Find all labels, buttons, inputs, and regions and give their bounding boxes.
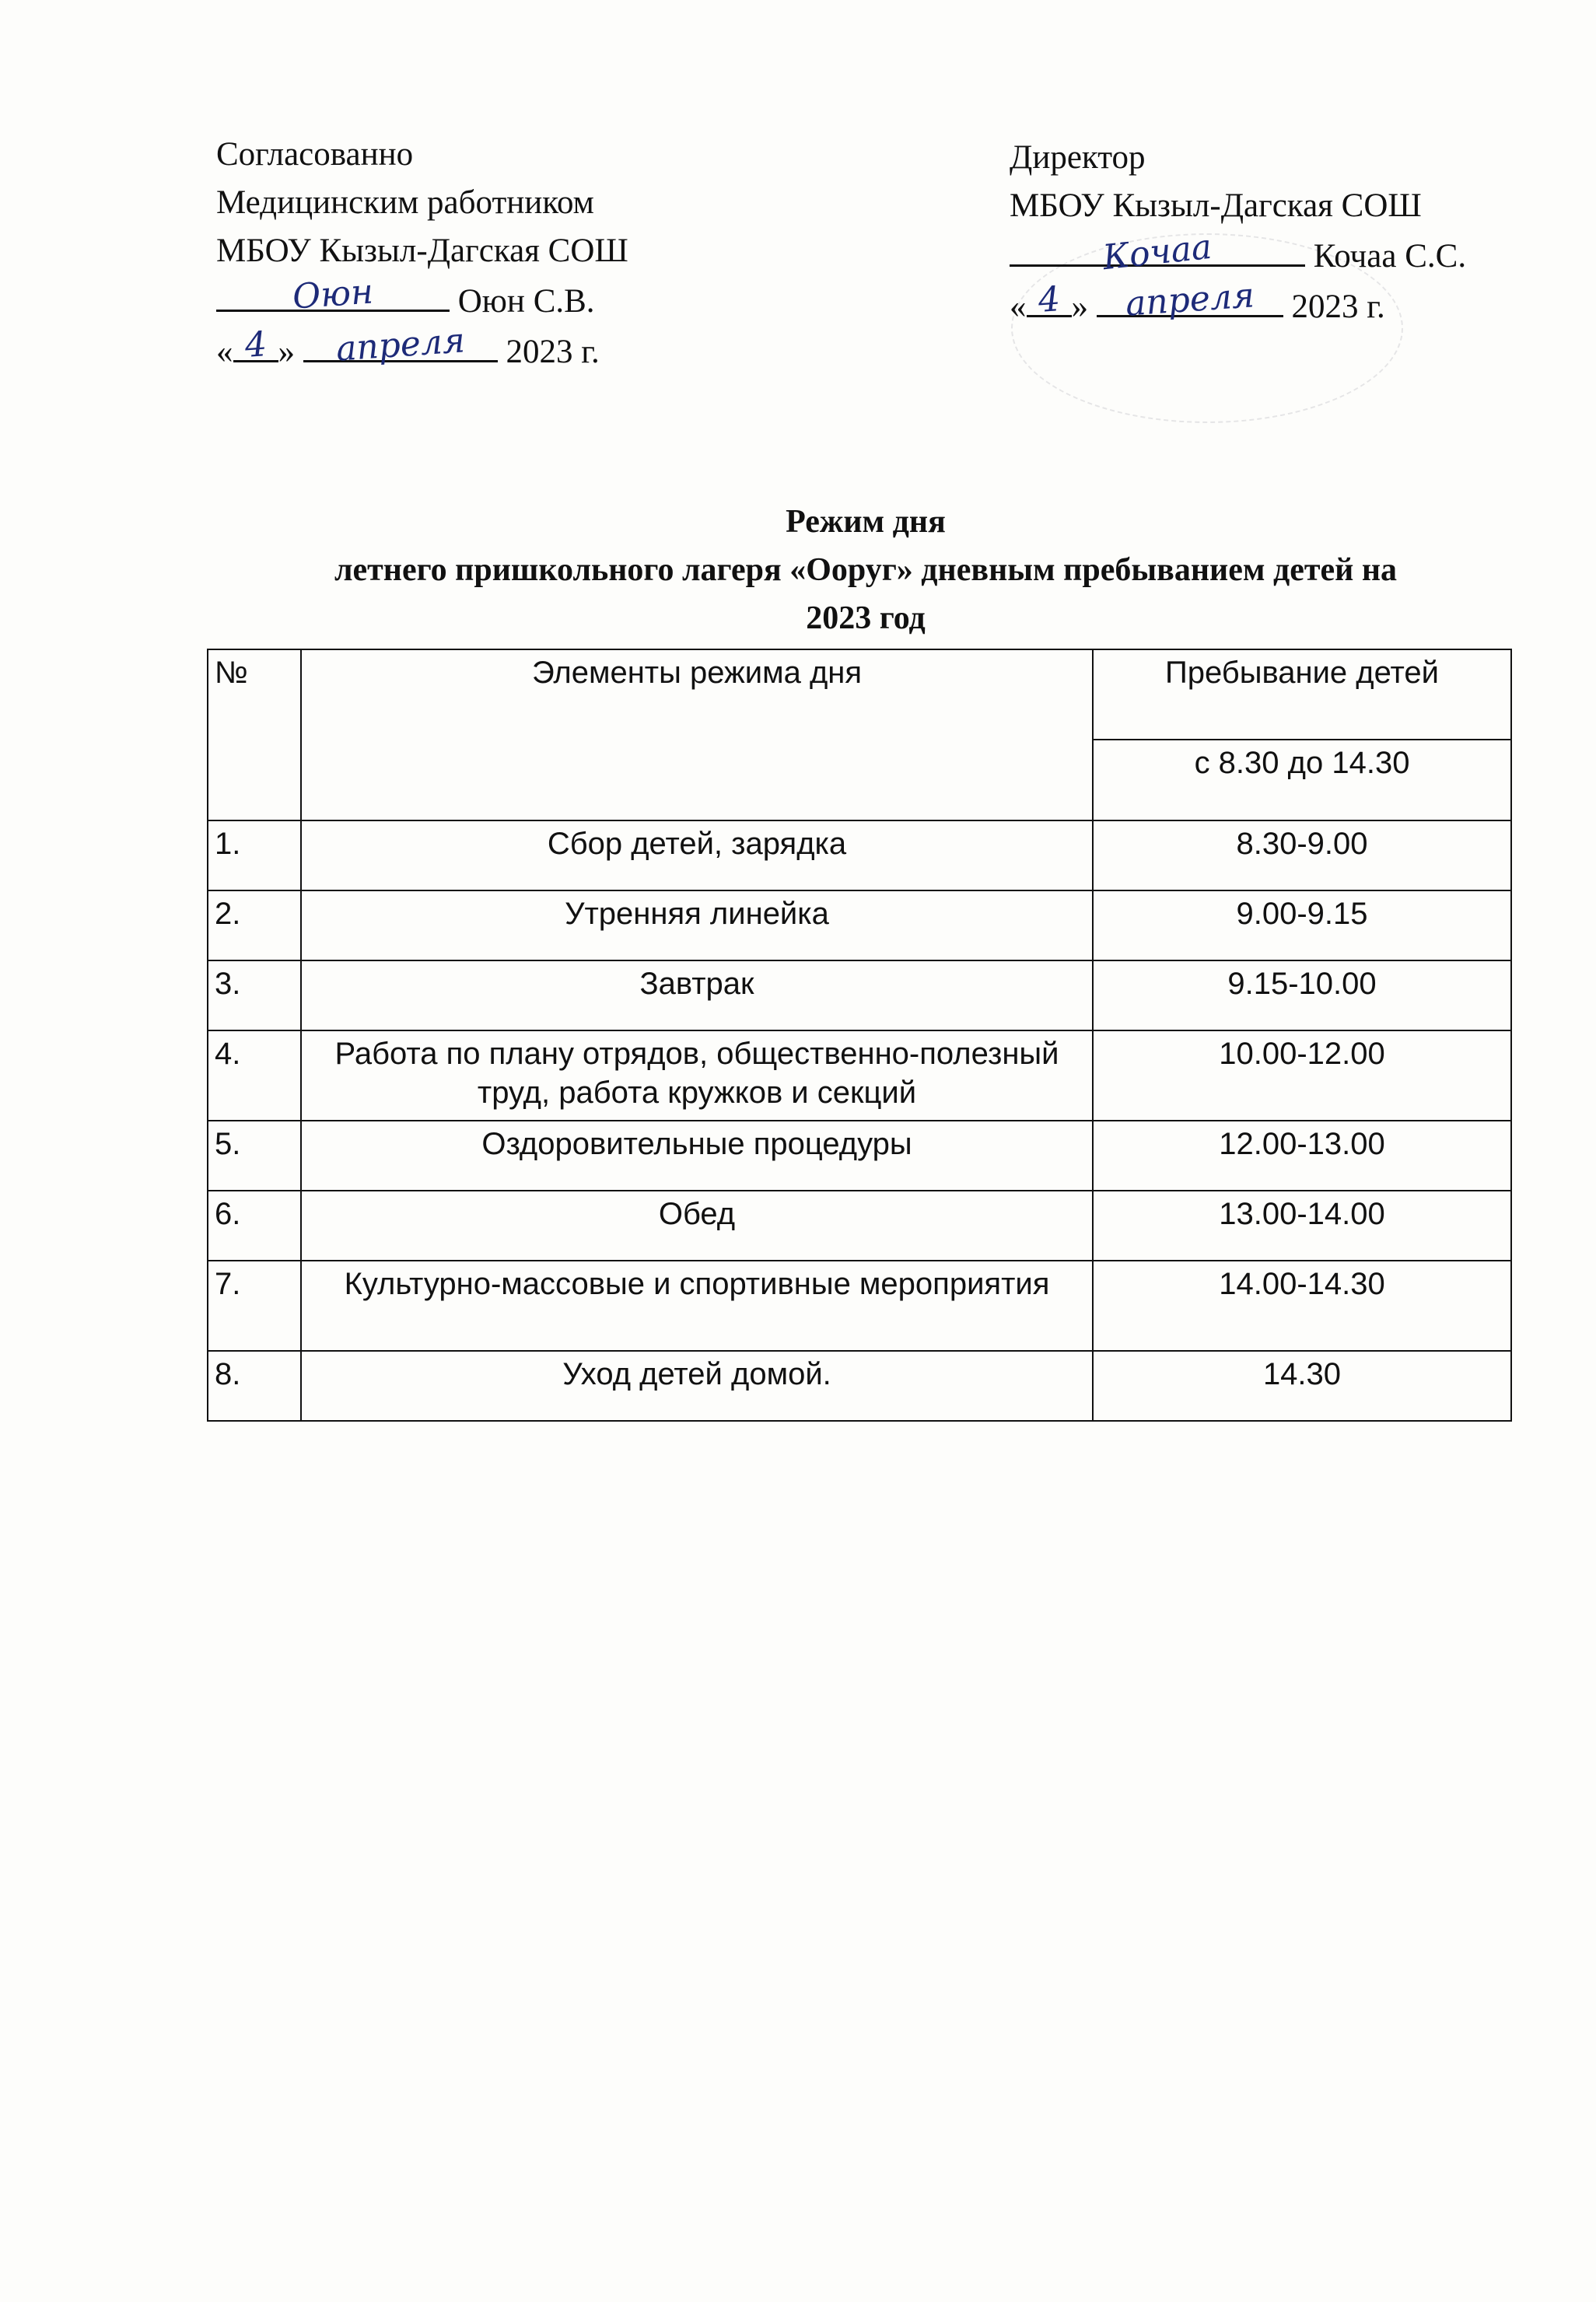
- row-element: Сбор детей, зарядка: [301, 820, 1093, 890]
- row-element: Завтрак: [301, 960, 1093, 1030]
- daily-schedule-table: [207, 649, 1512, 1422]
- date-quote-open: «: [216, 334, 233, 370]
- table-row: [208, 1351, 1511, 1421]
- approval-role: Медицинским работником: [216, 184, 594, 221]
- table-row: [208, 1121, 1511, 1191]
- title-line-1: Режим дня: [786, 504, 946, 540]
- row-element: Утренняя линейка: [301, 890, 1093, 960]
- row-number: 3.: [208, 960, 301, 1030]
- table-row: [208, 890, 1511, 960]
- row-number: 8.: [208, 1351, 301, 1421]
- header-stay: Пребывание детей: [1093, 649, 1511, 740]
- table-row: [208, 1261, 1511, 1351]
- table-row: [208, 1191, 1511, 1261]
- date-line: [1010, 275, 1554, 331]
- date-year: 2023 г.: [1291, 289, 1385, 325]
- row-number: 6.: [208, 1191, 301, 1261]
- row-number: 5.: [208, 1121, 301, 1191]
- row-time: 14.00-14.30: [1093, 1261, 1511, 1351]
- signature-blank: [1010, 226, 1305, 278]
- document-title: [216, 498, 1515, 642]
- signature-line: [1010, 226, 1554, 281]
- table-row: [208, 820, 1511, 890]
- row-number: 1.: [208, 820, 301, 890]
- date-line: [216, 320, 807, 376]
- handwritten-month: апреля: [1124, 275, 1256, 324]
- approval-organization: МБОУ Кызыл-Дагская СОШ: [216, 233, 628, 269]
- row-element: Уход детей домой.: [301, 1351, 1093, 1421]
- table-header-row: [208, 649, 1511, 740]
- header-stay-sub: с 8.30 до 14.30: [1093, 740, 1511, 820]
- row-element: Обед: [301, 1191, 1093, 1261]
- row-time: 13.00-14.00: [1093, 1191, 1511, 1261]
- table-row: [208, 960, 1511, 1030]
- signer-name: Оюн С.В.: [457, 283, 595, 320]
- date-quote-open: «: [1010, 289, 1027, 325]
- title-line-3: 2023 год: [806, 600, 926, 636]
- date-month-blank: [303, 320, 498, 369]
- signature-line: [216, 271, 807, 326]
- header-number: №: [208, 649, 301, 820]
- row-element: Оздоровительные процедуры: [301, 1121, 1093, 1191]
- title-line-2: летнего пришкольного лагеря «Ооруг» дневным пребыванием детей на: [334, 552, 1398, 588]
- approval-block-director: [1010, 134, 1554, 331]
- approval-organization: МБОУ Кызыл-Дагская СОШ: [1010, 187, 1422, 224]
- table-row: [208, 1030, 1511, 1121]
- date-day-blank: [1027, 279, 1072, 320]
- row-time: 8.30-9.00: [1093, 820, 1511, 890]
- row-number: 7.: [208, 1261, 301, 1351]
- row-element: Культурно-массовые и спортивные мероприятия: [301, 1261, 1093, 1351]
- handwritten-signature: Кочаа: [1101, 226, 1214, 278]
- header-element: Элементы режима дня: [301, 649, 1093, 820]
- row-time: 9.15-10.00: [1093, 960, 1511, 1030]
- date-quote-close: »: [278, 334, 295, 370]
- signer-name: Кочаа С.С.: [1313, 238, 1467, 275]
- signature-blank: [216, 271, 450, 317]
- date-year: 2023 г.: [506, 334, 600, 370]
- date-quote-close: »: [1071, 289, 1088, 325]
- row-number: 2.: [208, 890, 301, 960]
- row-time: 12.00-13.00: [1093, 1121, 1511, 1191]
- approval-heading: Согласованно: [216, 136, 414, 173]
- date-day-blank: [233, 324, 278, 366]
- row-time: 10.00-12.00: [1093, 1030, 1511, 1121]
- row-time: 9.00-9.15: [1093, 890, 1511, 960]
- approval-block-medical: [216, 131, 807, 376]
- row-time: 14.30: [1093, 1351, 1511, 1421]
- row-number: 4.: [208, 1030, 301, 1121]
- row-element: Работа по плану отрядов, общественно-полезный труд, работа кружков и секций: [301, 1030, 1093, 1121]
- date-month-blank: [1097, 275, 1283, 324]
- approval-role: Директор: [1010, 139, 1146, 176]
- handwritten-day: 4: [1036, 279, 1062, 320]
- handwritten-day: 4: [243, 324, 268, 366]
- handwritten-signature: Оюн: [291, 271, 375, 317]
- handwritten-month: апреля: [334, 320, 467, 369]
